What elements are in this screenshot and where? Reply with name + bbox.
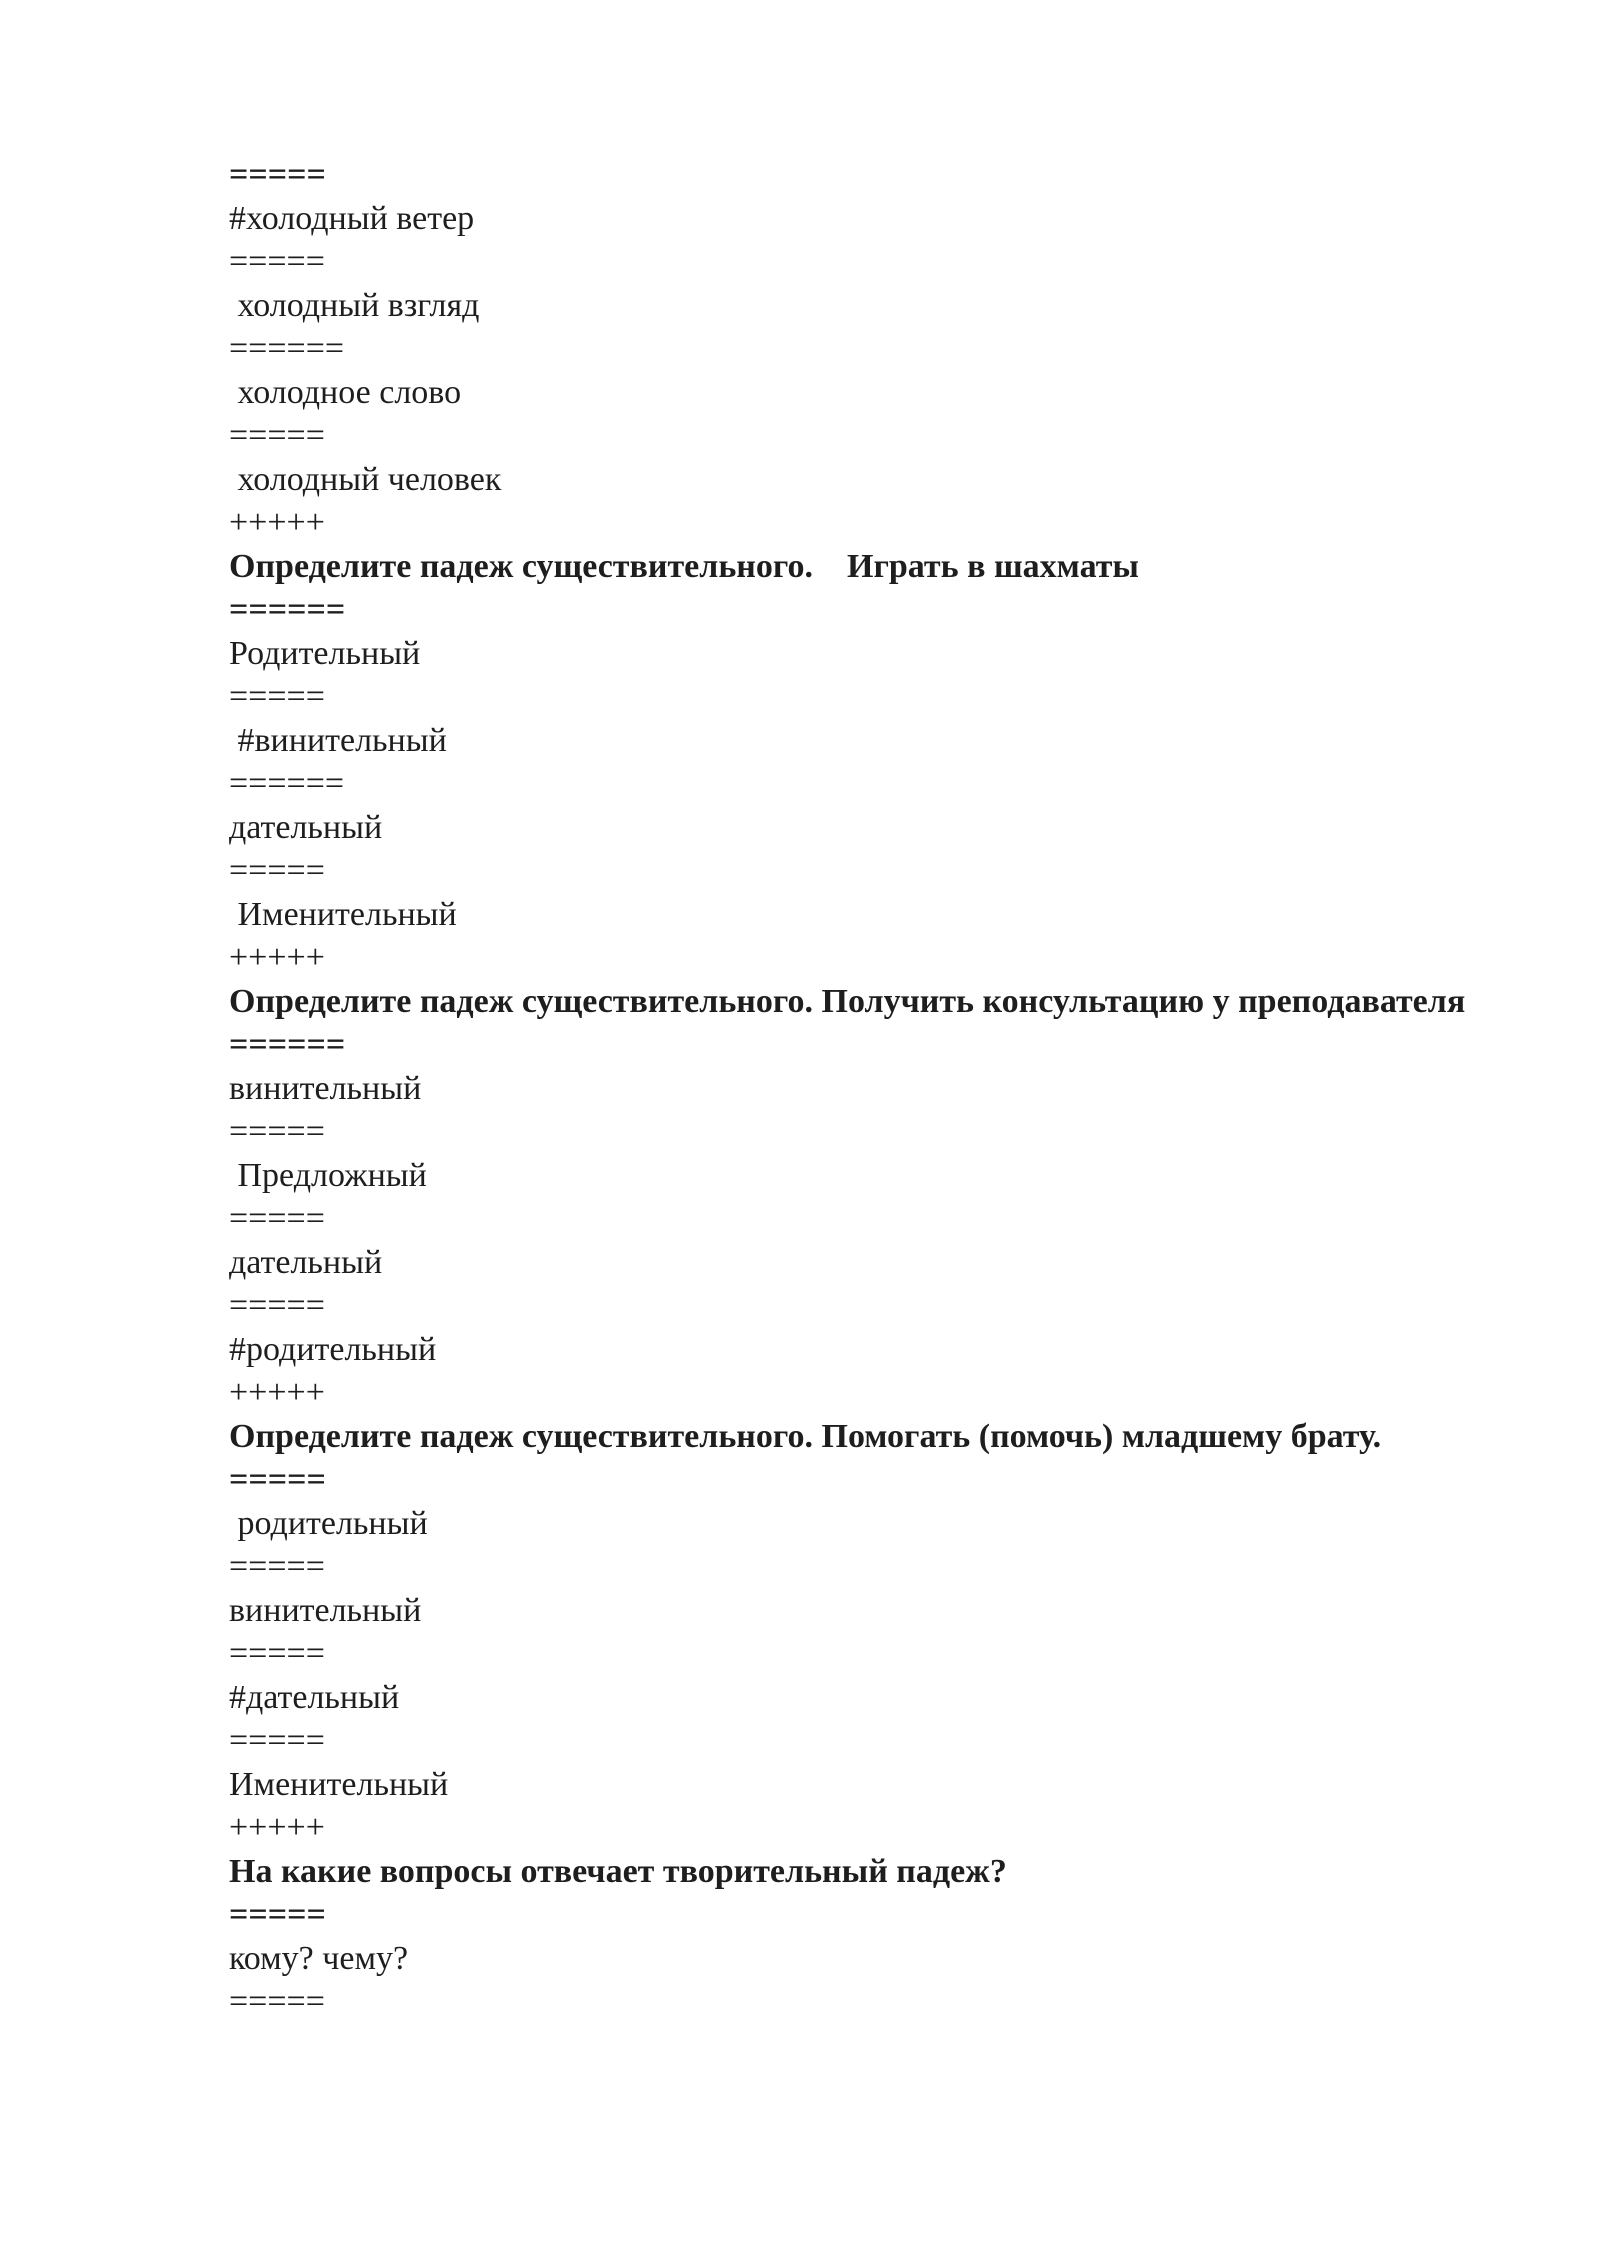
separator-line: ====== bbox=[229, 1026, 346, 1063]
separator-line: ===== bbox=[229, 417, 325, 454]
separator-line: ===== bbox=[229, 1896, 326, 1933]
answer-option: кому? чему? bbox=[229, 1939, 409, 1977]
separator-line: ===== bbox=[229, 1200, 325, 1237]
question-text: Определите падеж существительного. Получить консультацию у преподавателя bbox=[229, 982, 1466, 1020]
answer-option: родительный bbox=[229, 1504, 428, 1542]
question-delimiter: +++++ bbox=[229, 939, 325, 976]
answer-option: Родительный bbox=[229, 634, 421, 672]
answer-option: холодное слово bbox=[229, 373, 462, 411]
answer-option: Именительный bbox=[229, 1765, 449, 1803]
separator-line: ===== bbox=[229, 1635, 325, 1672]
separator-line: ===== bbox=[229, 1983, 325, 2020]
answer-option: #холодный ветер bbox=[229, 199, 475, 237]
separator-line: ====== bbox=[229, 591, 346, 628]
answer-option: Предложный bbox=[229, 1156, 427, 1194]
question-text: На какие вопросы отвечает творительный падеж? bbox=[229, 1852, 1007, 1890]
separator-line: ===== bbox=[229, 852, 325, 889]
separator-line: ===== bbox=[229, 1548, 325, 1585]
separator-line: ===== bbox=[229, 1287, 325, 1324]
answer-option: холодный человек bbox=[229, 460, 502, 498]
separator-line: ====== bbox=[229, 330, 345, 367]
separator-line: ===== bbox=[229, 243, 325, 280]
question-text: Определите падеж существительного. Играть в шахматы bbox=[229, 547, 1139, 585]
answer-option: дательный bbox=[229, 808, 383, 846]
separator-line: ===== bbox=[229, 156, 326, 193]
separator-line: ===== bbox=[229, 1722, 325, 1759]
separator-line: ===== bbox=[229, 1461, 326, 1498]
answer-option: #винительный bbox=[229, 721, 447, 759]
answer-option: #родительный bbox=[229, 1330, 437, 1368]
answer-option: Именительный bbox=[229, 895, 457, 933]
document-page bbox=[229, 153, 1494, 2024]
question-delimiter: +++++ bbox=[229, 504, 325, 541]
separator-line: ===== bbox=[229, 678, 325, 715]
answer-option: винительный bbox=[229, 1069, 422, 1107]
separator-line: ====== bbox=[229, 765, 345, 802]
answer-option: #дательный bbox=[229, 1678, 400, 1716]
question-delimiter: +++++ bbox=[229, 1809, 325, 1846]
separator-line: ===== bbox=[229, 1113, 325, 1150]
answer-option: винительный bbox=[229, 1591, 422, 1629]
answer-option: дательный bbox=[229, 1243, 383, 1281]
answer-option: холодный взгляд bbox=[229, 286, 480, 324]
question-delimiter: +++++ bbox=[229, 1374, 325, 1411]
question-text: Определите падеж существительного. Помогать (помочь) младшему брату. bbox=[229, 1417, 1382, 1455]
